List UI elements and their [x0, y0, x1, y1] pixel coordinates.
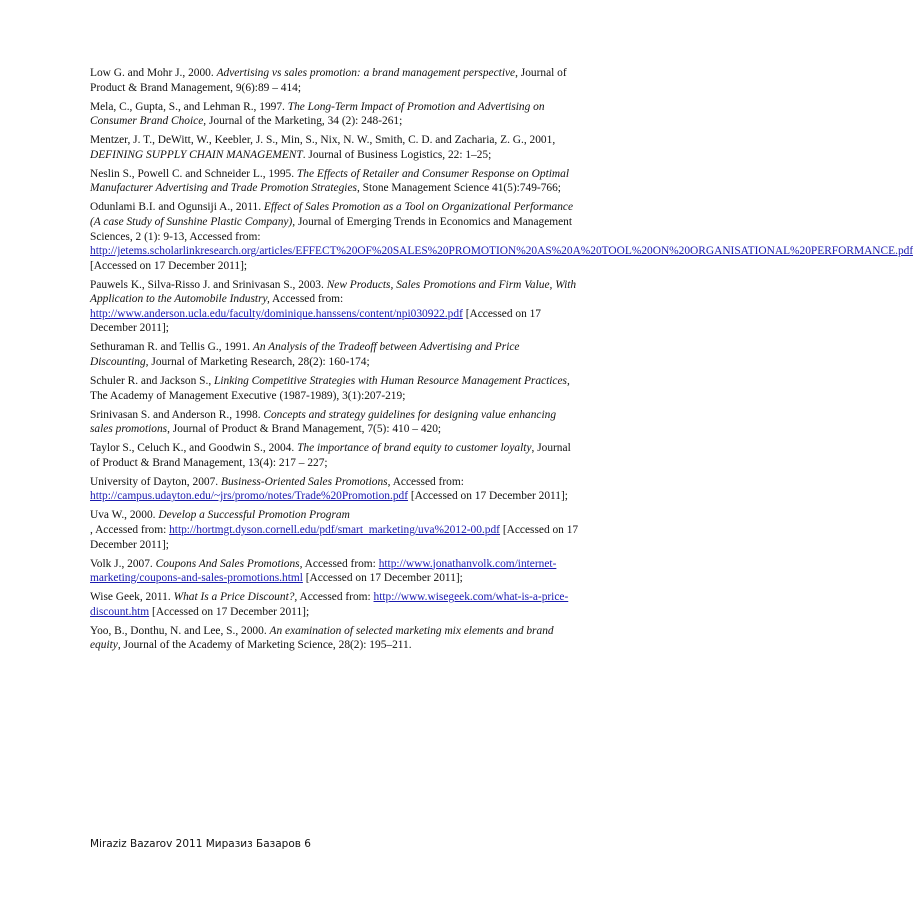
reference-entry	[90, 441, 580, 470]
reference-authors: Low G. and Mohr J., 2000.	[90, 67, 217, 79]
reference-authors: Srinivasan S. and Anderson R., 1998.	[90, 408, 264, 421]
reference-entry	[90, 475, 580, 504]
reference-link[interactable]: http://campus.udayton.edu/~jrs/promo/notes/Trade%20Promotion.pdf	[90, 490, 409, 503]
reference-authors: University of Dayton, 2007.	[90, 475, 221, 488]
reference-title: Coupons And Sales Promotions,	[155, 557, 303, 570]
reference-source: , Journal of Product & Brand Management, 7(5): 410 – 420;	[167, 423, 442, 436]
reference-source: The Academy of Management Executive (1987-1989), 3(1):207-219;	[90, 389, 406, 402]
reference-entry	[90, 278, 580, 336]
reference-entry	[90, 100, 580, 129]
reference-authors: Taylor S., Celuch K., and Goodwin S., 2004.	[90, 442, 298, 455]
reference-authors: Mela, C., Gupta, S., and Lehman R., 1997.	[90, 100, 288, 113]
reference-title: The importance of brand equity to customer loyalty	[297, 442, 532, 455]
reference-authors: Neslin S., Powell C. and Schneider L., 1995.	[90, 167, 297, 180]
reference-source: , Accessed from:	[90, 523, 170, 536]
reference-title: DEFINING SUPPLY CHAIN MANAGEMENT	[90, 148, 303, 161]
reference-source: . Journal of Business Logistics, 22: 1–25;	[302, 148, 492, 161]
reference-source: Journal of Emerging Trends in Economics and Management Sciences, 2 (1): 9-13, Accessed from:	[90, 215, 573, 243]
reference-title: New Products, Sales Promotions and Firm Value, With Application to the Automobile Industry,	[90, 278, 577, 306]
reference-entry	[90, 200, 913, 273]
reference-title: An Analysis of the Tradeoff between Advertising and Price Discounting,	[90, 341, 520, 369]
reference-title: Advertising vs sales promotion: a brand management perspective	[216, 67, 516, 79]
reference-authors: Volk J., 2007.	[90, 557, 156, 570]
reference-source: , Journal of the Marketing, 34 (2): 248-261;	[203, 115, 403, 128]
reference-accessed: [Accessed on 17 December 2011];	[90, 523, 579, 551]
reference-title: What Is a Price Discount?,	[173, 591, 298, 604]
reference-authors: Mentzer, J. T., DeWitt, W., Keebler, J. S., Min, S., Nix, N. W., Smith, C. D. and Zacharia, Z. G., 2001,	[90, 134, 556, 147]
reference-link[interactable]: http://www.anderson.ucla.edu/faculty/dominique.hanssens/content/npi030922.pdf	[90, 307, 463, 320]
reference-source: Accessed from:	[269, 293, 344, 306]
reference-entry	[90, 408, 580, 437]
reference-accessed: [Accessed on 17 December 2011];	[90, 259, 248, 272]
reference-entry	[90, 508, 580, 552]
reference-entry	[90, 374, 580, 403]
reference-source: , Journal of the Academy of Marketing Science, 28(2): 195–211.	[117, 639, 412, 652]
reference-title: The Effects of Retailer and Consumer Response on Optimal Manufacturer Advertising and Trade Promotion Strategies	[90, 167, 570, 195]
reference-title: Develop a Successful Promotion Program	[158, 509, 350, 522]
reference-entry	[90, 590, 580, 619]
reference-title: Effect of Sales Promotion as a Tool on Organizational Performance (A case Study of Sunshine Plastic Company),	[90, 201, 574, 228]
reference-authors: Uva W., 2000.	[90, 509, 159, 522]
reference-authors: Pauwels K., Silva-Risso J. and Srinivasan S., 2003.	[90, 278, 327, 291]
reference-source: Accessed from:	[302, 557, 379, 570]
reference-source: , Accessed from:	[387, 475, 464, 488]
reference-authors: Odunlami B.I. and Ogunsiji A., 2011.	[90, 201, 264, 214]
reference-entry	[90, 340, 580, 369]
reference-link[interactable]: http://jetems.scholarlinkresearch.org/articles/EFFECT%20OF%20SALES%20PROMOTION%20AS%20A%20TOOL%20ON%20ORGANISATIONAL%20PERFORMANCE.pdf	[90, 245, 913, 258]
reference-title: The Long-Term Impact of Promotion and Advertising on Consumer Brand Choice	[90, 100, 545, 128]
reference-link[interactable]: http://www.wisegeek.com/what-is-a-price-discount.htm	[90, 591, 569, 618]
reference-accessed: [Accessed on 17 December 2011];	[408, 490, 568, 503]
reference-title: Linking Competitive Strategies with Human Resource Management Practices,	[214, 375, 570, 388]
reference-entry	[90, 66, 580, 95]
reference-source: Accessed from:	[297, 591, 374, 604]
reference-list	[90, 66, 913, 657]
reference-authors: Schuler R. and Jackson S.,	[90, 375, 215, 388]
reference-entry	[90, 624, 580, 653]
reference-authors: Sethuraman R. and Tellis G., 1991.	[90, 341, 253, 354]
reference-source: , Journal of Product & Brand Management, 9(6):89 – 414;	[90, 67, 567, 94]
reference-accessed: [Accessed on 17 December 2011];	[149, 605, 310, 618]
reference-title: Business-Oriented Sales Promotions	[220, 475, 388, 488]
reference-entry	[90, 133, 580, 162]
reference-title: Concepts and strategy guidelines for designing value enhancing sales promotions	[90, 408, 557, 436]
reference-link[interactable]: http://www.jonathanvolk.com/internet-marketing/coupons-and-sales-promotions.html	[90, 557, 557, 585]
reference-accessed: [Accessed on 17 December 2011];	[302, 572, 463, 585]
reference-title: An examination of selected marketing mix elements and brand equity	[90, 624, 554, 652]
reference-entry	[90, 167, 580, 196]
reference-source: , Stone Management Science 41(5):749-766;	[356, 182, 561, 195]
reference-authors: Wise Geek, 2011.	[90, 591, 174, 604]
reference-link[interactable]: http://hortmgt.dyson.cornell.edu/pdf/smart_marketing/uva%2012-00.pdf	[169, 523, 500, 536]
reference-source: Journal of Marketing Research, 28(2): 160-174;	[148, 356, 370, 369]
reference-source: , Journal of Product & Brand Management, 13(4): 217 – 227;	[90, 442, 571, 469]
reference-accessed: [Accessed on 17 December 2011];	[90, 307, 542, 335]
reference-entry	[90, 557, 580, 586]
page-footer: Miraziz Bazarov 2011 Миразиз Базаров 6	[90, 838, 311, 850]
reference-authors: Yoo, B., Donthu, N. and Lee, S., 2000.	[90, 624, 270, 637]
